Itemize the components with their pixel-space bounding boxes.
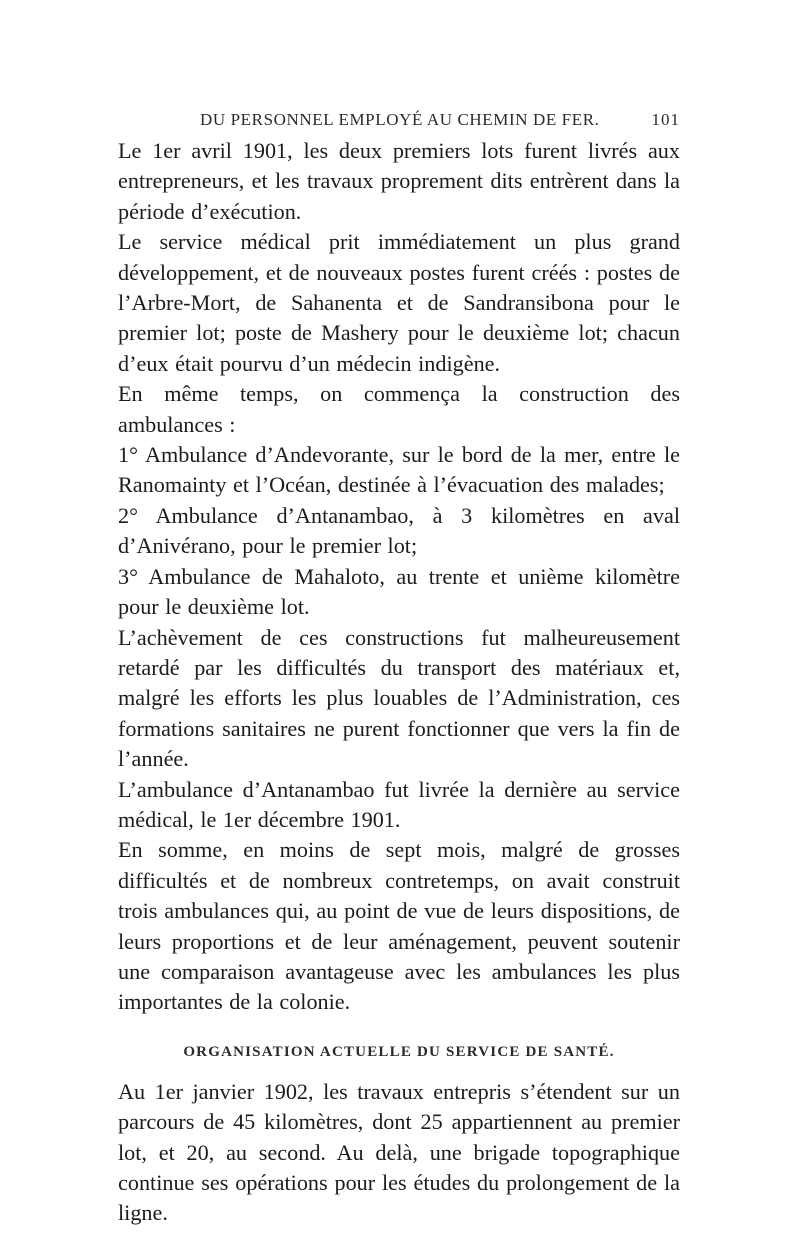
paragraph-construction-delay: L’achèvement de ces constructions fut malheureusement retardé par les difficultés du transport des matériaux et, malgré les efforts les plus louables de l’Administration, ces formations sanitaires ne purent fonctionner que vers la fin de l’année. (118, 624, 680, 772)
list-item-ambulance-antanambao: 2° Ambulance d’Antanambao, à 3 kilomètres en aval d’Anivérano, pour le premier lot; (118, 502, 680, 559)
book-page (118, 110, 680, 1229)
page-number: 101 (651, 110, 680, 129)
paragraph-antanambao-delivery: L’ambulance d’Antanambao fut livrée la dernière au service médical, le 1er décembre 1901. (118, 776, 680, 832)
list-item-ambulance-mahaloto: 3° Ambulance de Mahaloto, au trente et unième kilomètre pour le deuxième lot. (118, 563, 680, 620)
list-item-ambulance-andevorante: 1° Ambulance d’Andevorante, sur le bord de la mer, entre le Ranomainty et l’Océan, destinée à l’évacuation des malades; (118, 442, 680, 498)
paragraph-medical-service: Le service médical prit immédiatement un plus grand développement, et de nouveaux postes furent créés : postes de l’Arbre-Mort, de Sahanenta et de Sandransibona pour le premier lot; poste de Mashery pour le deuxième lot; chacun d’eux était pourvu d’un médecin indigène. (118, 229, 680, 376)
paragraph-works-progress: Au 1er janvier 1902, les travaux entrepris s’étendent sur un parcours de 45 kilomètres, dont 25 appartiennent au premier lot, et 20, au second. Au delà, une brigade topographique continue ses opérations pour les études du prolongement de la ligne. (118, 1078, 680, 1226)
running-head (200, 110, 680, 130)
paragraph-ambulance-construction: En même temps, on commença la construction des ambulances : (118, 381, 680, 437)
paragraph-lots-delivered: Le 1er avril 1901, les deux premiers lots furent livrés aux entrepreneurs, et les travaux proprement dits entrèrent dans la période d’exécution. (118, 138, 680, 224)
paragraph-summary: En somme, en moins de sept mois, malgré de grosses difficultés et de nombreux contretemps, on avait construit trois ambulances qui, au point de vue de leurs dispositions, de leurs proportions et de leur aménagement, peuvent soutenir une comparaison avantageuse avec les ambulances les plus importantes de la colonie. (118, 837, 680, 1015)
running-head-title: DU PERSONNEL EMPLOYÉ AU CHEMIN DE FER. (200, 110, 600, 129)
section-heading: ORGANISATION ACTUELLE DU SERVICE DE SANTÉ. (183, 1043, 615, 1060)
